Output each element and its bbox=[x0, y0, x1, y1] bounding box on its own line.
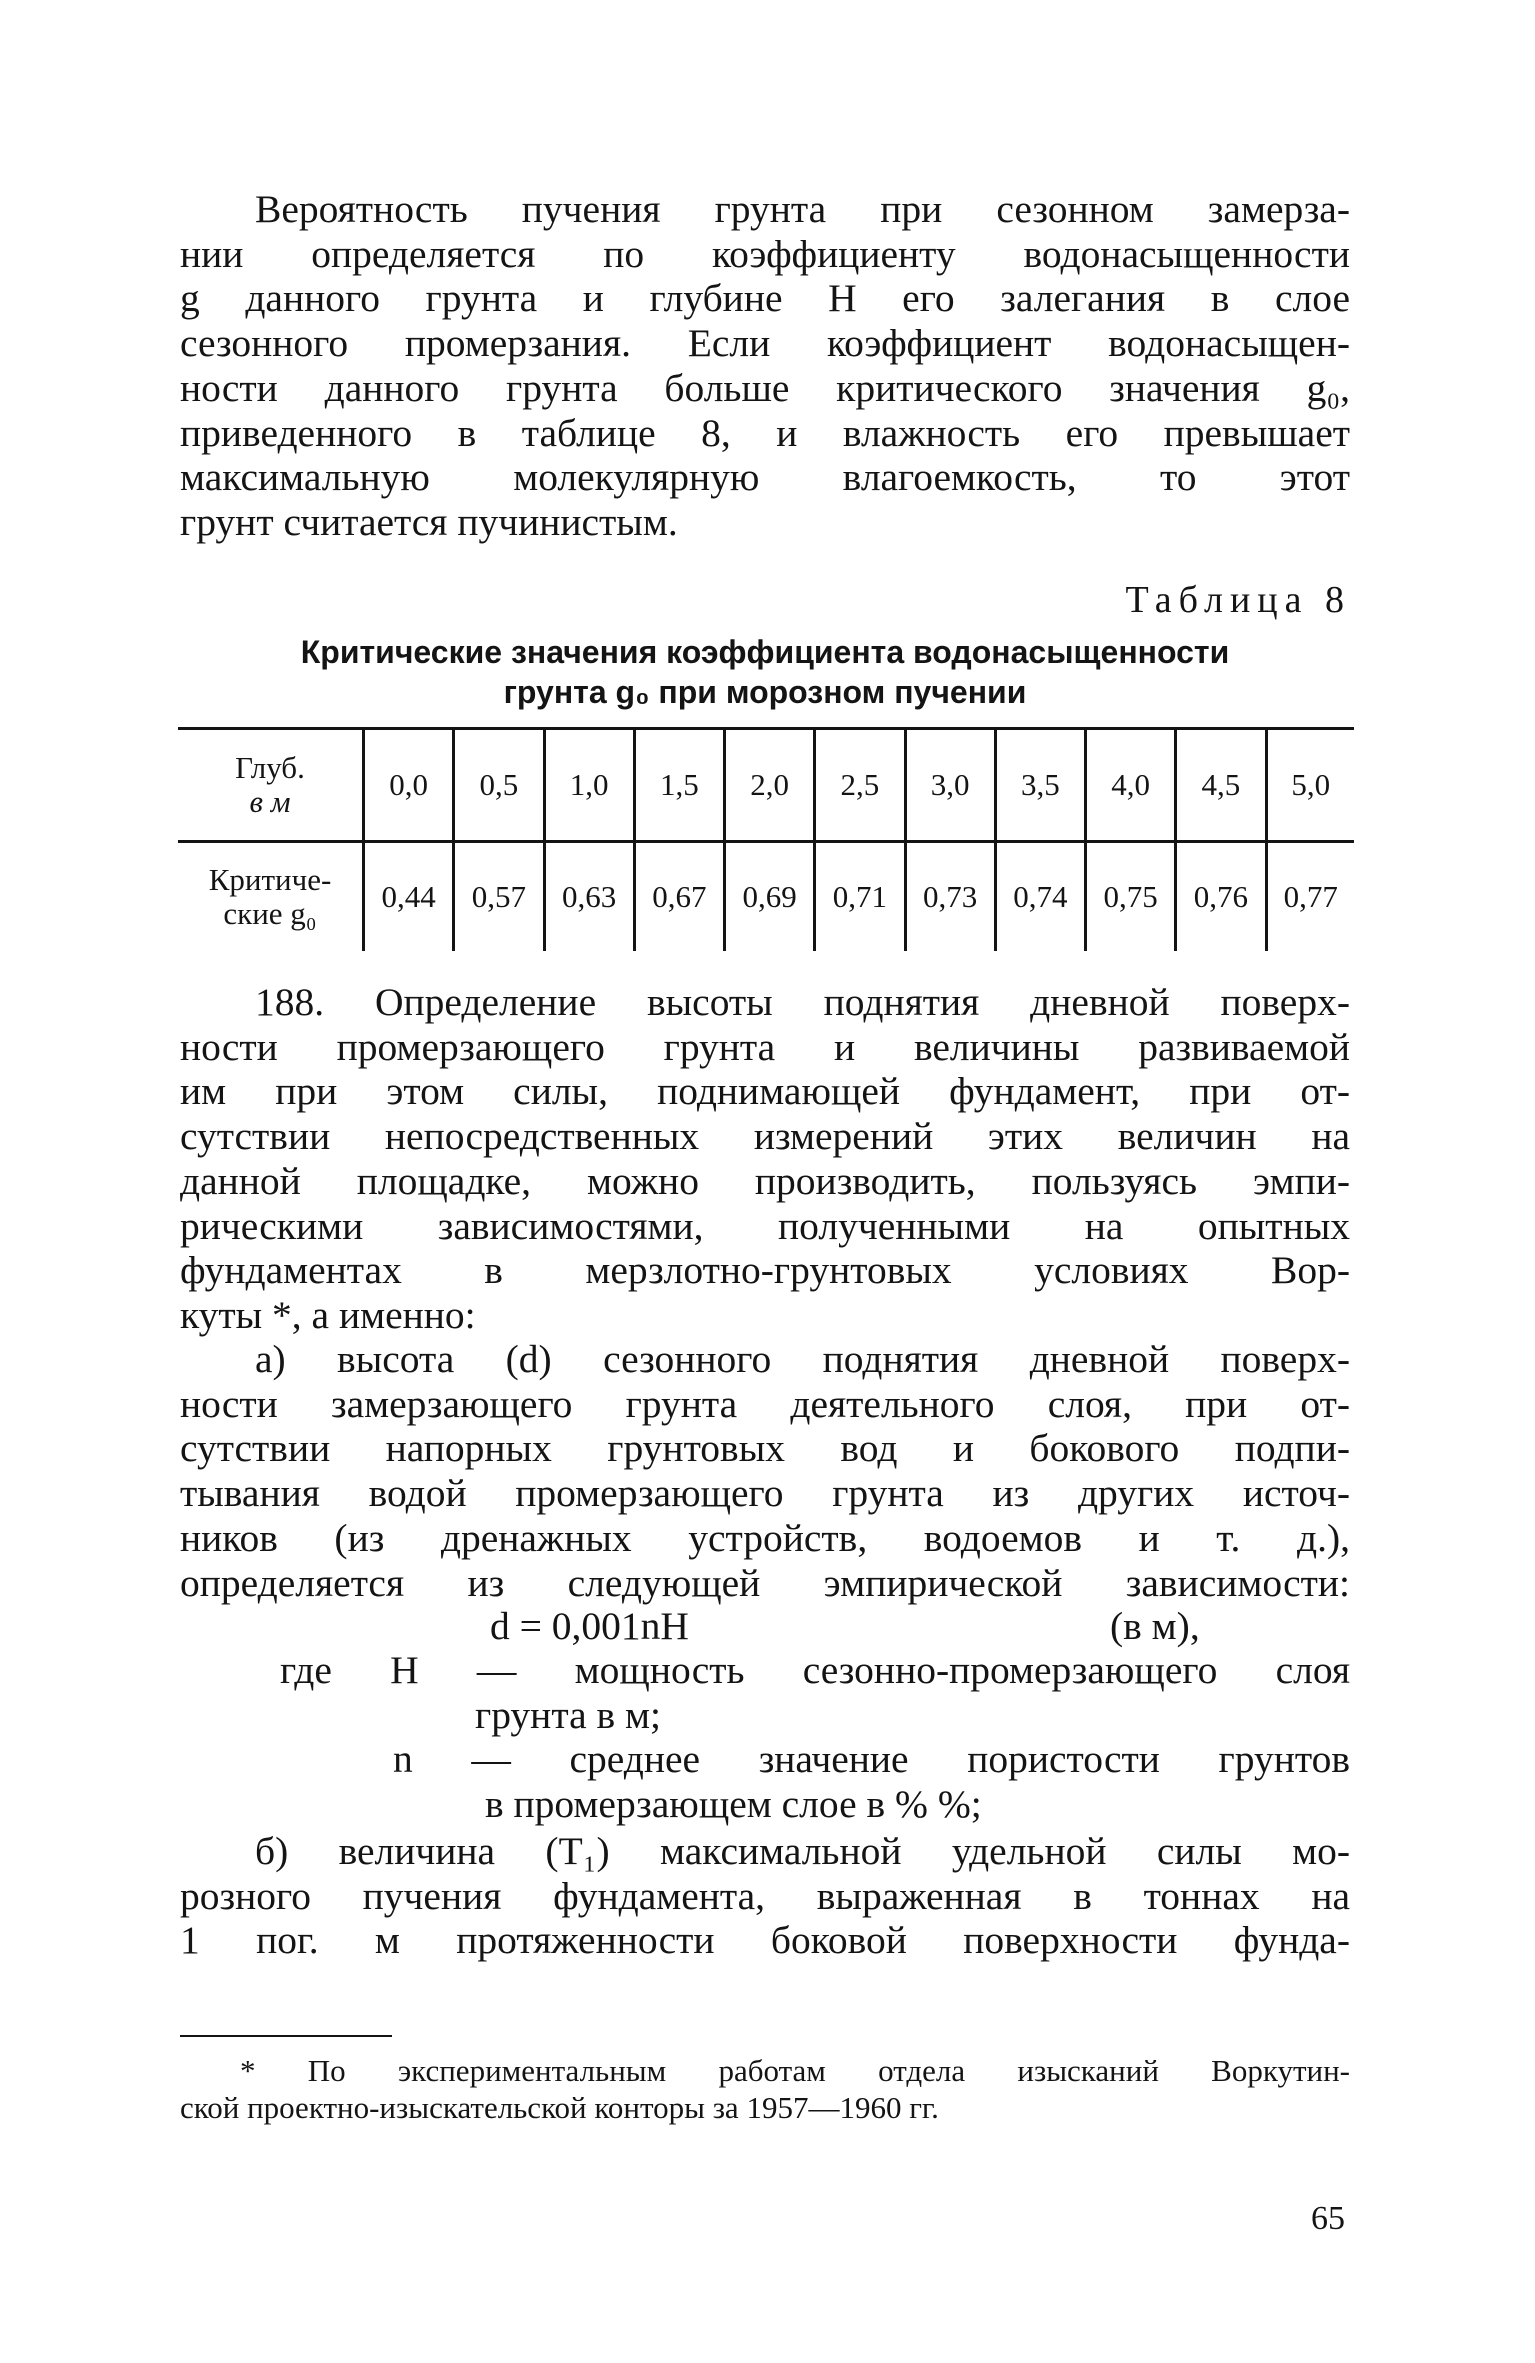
depth-cell: 3,5 bbox=[995, 729, 1085, 842]
critical-value-cell: 0,67 bbox=[634, 842, 724, 952]
depth-label: Глуб. bbox=[235, 750, 305, 785]
footnote-line: ской проектно-изыскательской конторы за 1957—1960 гг. bbox=[180, 2090, 939, 2125]
critical-value-cell: 0,71 bbox=[815, 842, 905, 952]
text-line: рическими зависимостями, полученными на опытных bbox=[180, 1203, 1350, 1248]
text-line: определяется из следующей эмпирической зависимости: bbox=[180, 1560, 1350, 1605]
text-line: данной площадке, можно производить, пользуясь эмпи- bbox=[180, 1158, 1350, 1203]
text-line: максимальную молекулярную влагоемкость, то этот bbox=[180, 455, 1350, 500]
table-label: Таблица 8 bbox=[1125, 579, 1351, 621]
critical-values-table bbox=[178, 727, 1354, 951]
text-line: розного пучения фундамента, выраженная в тоннах на bbox=[180, 1873, 1350, 1918]
text-line: нии определяется по коэффициенту водонасыщенности bbox=[180, 231, 1350, 276]
text-line: сутствии напорных грунтовых вод и бокового подпи- bbox=[180, 1426, 1350, 1471]
depth-cell: 3,0 bbox=[905, 729, 995, 842]
depth-row bbox=[178, 729, 1354, 842]
critical-label: ские g₀ bbox=[223, 896, 317, 931]
formula-definitions bbox=[180, 1648, 1350, 1827]
item-a-paragraph bbox=[180, 1337, 1350, 1605]
depth-cell: 4,0 bbox=[1086, 729, 1176, 842]
footnote-divider bbox=[180, 2035, 392, 2037]
critical-value-cell: 0,57 bbox=[454, 842, 544, 952]
text-line: ников (из дренажных устройств, водоемов и т. д.), bbox=[180, 1515, 1350, 1560]
text-line: g данного грунта и глубине H его залегания в слое bbox=[180, 276, 1350, 321]
critical-value-cell: 0,77 bbox=[1266, 842, 1354, 952]
definition-line: n — среднее значение пористости грунтов bbox=[393, 1737, 1350, 1782]
critical-value-cell: 0,63 bbox=[544, 842, 634, 952]
depth-cell: 2,0 bbox=[725, 729, 815, 842]
text-line: 1 пог. м протяженности боковой поверхности фунда- bbox=[180, 1918, 1350, 1963]
critical-values-row bbox=[178, 842, 1354, 952]
text-line: 188. Определение высоты поднятия дневной поверх- bbox=[255, 980, 1350, 1024]
text-line: ности данного грунта больше критического значения g₀, bbox=[180, 365, 1350, 410]
text-line: Вероятность пучения грунта при сезонном замерза- bbox=[255, 187, 1350, 231]
text-line: фундаментах в мерзлотно-грунтовых условиях Вор- bbox=[180, 1248, 1350, 1293]
section-188-paragraph bbox=[180, 980, 1350, 1338]
text-line: грунт считается пучинистым. bbox=[180, 499, 678, 544]
depth-cell: 4,5 bbox=[1176, 729, 1266, 842]
text-line: тывания водой промерзающего грунта из других источ- bbox=[180, 1471, 1350, 1516]
page-number: 65 bbox=[1311, 2200, 1345, 2237]
footnote-line: * По экспериментальным работам отдела изысканий Воркутин- bbox=[240, 2053, 1350, 2088]
formula-units: (в м), bbox=[1110, 1604, 1200, 1648]
formula-expression: d = 0,001nH bbox=[490, 1604, 689, 1648]
depth-cell: 0,5 bbox=[454, 729, 544, 842]
text-line: ности промерзающего грунта и величины развиваемой bbox=[180, 1024, 1350, 1069]
depth-cell: 1,5 bbox=[634, 729, 724, 842]
intro-paragraph bbox=[180, 187, 1350, 545]
text-line: ности замерзающего грунта деятельного слоя, при от- bbox=[180, 1381, 1350, 1426]
text-line: б) величина (T₁) максимальной удельной силы мо- bbox=[255, 1829, 1350, 1873]
critical-row-header bbox=[178, 842, 364, 952]
text-line: им при этом силы, поднимающей фундамент, при от- bbox=[180, 1069, 1350, 1114]
definition-line: грунта в м; bbox=[475, 1692, 661, 1737]
definition-line: в промерзающем слое в % %; bbox=[485, 1782, 982, 1827]
table-title-line: грунта g₀ при морозном пучении bbox=[503, 674, 1027, 710]
critical-value-cell: 0,76 bbox=[1176, 842, 1266, 952]
critical-value-cell: 0,44 bbox=[364, 842, 454, 952]
depth-cell: 5,0 bbox=[1266, 729, 1354, 842]
critical-value-cell: 0,74 bbox=[995, 842, 1085, 952]
depth-cell: 0,0 bbox=[364, 729, 454, 842]
depth-unit-label: в м bbox=[249, 784, 291, 819]
text-line: сезонного промерзания. Если коэффициент водонасыщен- bbox=[180, 321, 1350, 366]
critical-value-cell: 0,69 bbox=[725, 842, 815, 952]
critical-value-cell: 0,75 bbox=[1086, 842, 1176, 952]
text-line: сутствии непосредственных измерений этих величин на bbox=[180, 1114, 1350, 1159]
footnote bbox=[180, 2052, 1350, 2126]
depth-row-header bbox=[178, 729, 364, 842]
critical-value-cell: 0,73 bbox=[905, 842, 995, 952]
item-b-paragraph bbox=[180, 1829, 1350, 1963]
text-line: приведенного в таблице 8, и влажность его превышает bbox=[180, 410, 1350, 455]
definition-line: где H — мощность сезонно-промерзающего слоя bbox=[280, 1648, 1350, 1692]
text-line: куты *, а именно: bbox=[180, 1292, 476, 1337]
depth-cell: 1,0 bbox=[544, 729, 634, 842]
text-line: а) высота (d) сезонного поднятия дневной поверх- bbox=[255, 1337, 1350, 1381]
critical-label: Критиче- bbox=[208, 862, 332, 897]
formula bbox=[490, 1604, 1300, 1649]
table-title bbox=[180, 632, 1350, 712]
table-title-line: Критические значения коэффициента водонасыщенности bbox=[300, 634, 1230, 670]
depth-cell: 2,5 bbox=[815, 729, 905, 842]
